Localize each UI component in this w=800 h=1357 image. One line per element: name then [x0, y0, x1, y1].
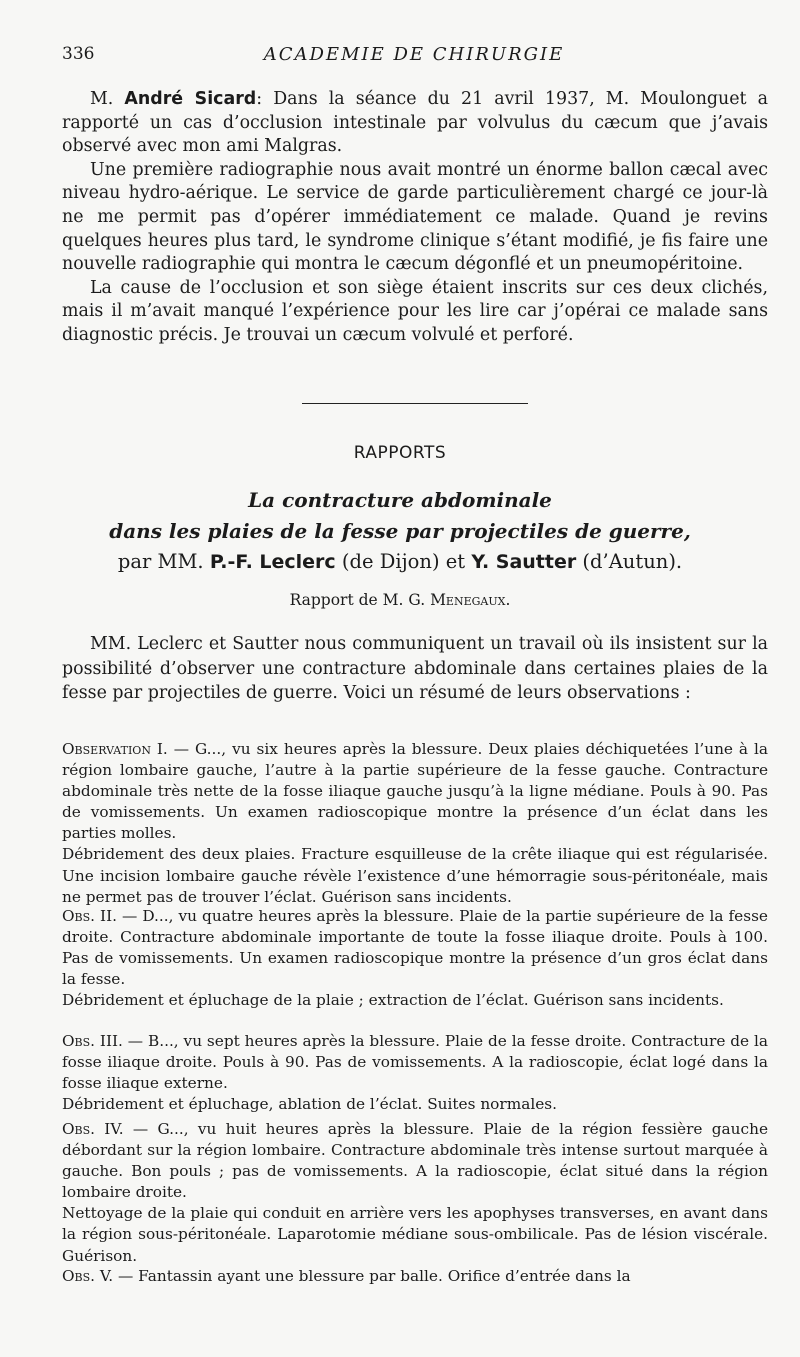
observation-body: — Fantassin ayant une blessure par balle. Orifice d’entrée dans la [113, 1267, 631, 1285]
speaker-prefix: M. [90, 89, 125, 109]
observation-5 [62, 1266, 768, 1287]
author-1: P.-F. Leclerc [209, 551, 336, 573]
observation-5-text [62, 1266, 768, 1287]
section-heading: RAPPORTS [353, 443, 447, 463]
article-title [0, 485, 800, 577]
observation-3-text [62, 1031, 768, 1094]
observation-1 [62, 739, 768, 908]
observation-followup: Débridement des deux plaies. Fracture esquilleuse de la crête iliaque qui est régularisée. Une incision lombaire gauche révèle l’existence d’une hémorragie sous-péritonéale, mais ne permet pas de trouver l’éclat. Guérison sans incidents. [62, 845, 768, 906]
observation-2-text [62, 906, 768, 990]
intro-block [62, 632, 768, 706]
observation-label: Obs. V. [62, 1267, 114, 1285]
rapport-prefix: Rapport de M. G. [289, 591, 431, 609]
sicard-paragraph-3-text: La cause de l’occlusion et son siège étaient inscrits sur ces deux clichés, mais il m’avait manqué l’expérience pour les lire car j’opérai ce malade sans diagnostic précis. Je trouvai un cæcum volvulé et perforé. [62, 277, 768, 345]
intro-paragraph [62, 632, 768, 706]
page-number: 336 [62, 44, 95, 64]
observation-label: Obs. III. [62, 1032, 123, 1050]
observation-body: — D..., vu quatre heures après la blessure. Plaie de la partie supérieure de la fesse droite. Contracture abdominale importante de toute la fosse iliaque droite. Pouls à 100. Pas de vomissements. Un examen radioscopique montre la présence d’un gros éclat dans la fesse. [62, 907, 768, 989]
sicard-paragraph-3 [62, 277, 768, 348]
running-head: ACADEMIE DE CHIRURGIE [263, 44, 565, 65]
sicard-paragraph-1-text: : Dans la séance du 21 avril 1937, M. Moulonguet a rapporté un cas d’occlusion intestinale par volvulus du cæcum que j’avais observé avec mon ami Malgras. [62, 89, 768, 157]
sicard-communication [62, 88, 768, 348]
intro-text: MM. Leclerc et Sautter nous communiquent un travail où ils insistent sur la possibilité d’observer une contracture abdominale dans certaines plaies de la fesse par projectiles de guerre. Voici un résumé de leurs observations : [62, 634, 768, 703]
sicard-paragraph-2-text: Une première radiographie nous avait montré un énorme ballon cæcal avec niveau hydro-aérique. Le service de garde particulièrement chargé ce jour-là ne me permit pas d’opérer immédiatement ce malade. Quand je revins quelques heures plus tard, le syndrome clinique s’étant modifié, je fis faire une nouvelle radiographie qui montra le cæcum dégonflé et un pneumopéritoine. [62, 159, 768, 275]
sicard-paragraph-2 [62, 159, 768, 277]
author-1-place: (de Dijon) et [335, 550, 472, 573]
observation-3 [62, 1031, 768, 1115]
author-2-place: (d’Autun). [576, 550, 683, 573]
sicard-paragraph-1 [62, 88, 768, 159]
byline [0, 547, 800, 577]
observation-2 [62, 906, 768, 1011]
rapporteur-name: Menegaux. [430, 591, 511, 609]
observation-followup: Débridement et épluchage, ablation de l’éclat. Suites normales. [62, 1095, 557, 1114]
observation-label: Observation I. [62, 740, 168, 758]
title-line-2: dans les plaies de la fesse par projectiles de guerre, [109, 519, 691, 543]
observation-1-followup [62, 844, 768, 907]
observation-4-text [62, 1119, 768, 1203]
speaker-name: André Sicard [124, 89, 257, 109]
observation-body: — G..., vu huit heures après la blessure. Plaie de la région fessière gauche débordant sur la région lombaire. Contracture abdominale très intense surtout marquée à gauche. Bon pouls ; pas de vomissements. A la radioscopie, éclat situé dans la région lombaire droite. [62, 1120, 768, 1202]
observation-followup: Débridement et épluchage de la plaie ; extraction de l’éclat. Guérison sans incidents. [62, 991, 724, 1010]
observation-2-followup [62, 990, 768, 1011]
observation-label: Obs. IV. [62, 1120, 124, 1138]
observation-3-followup [62, 1094, 768, 1115]
observation-label: Obs. II. [62, 907, 117, 925]
observation-4-followup [62, 1203, 768, 1266]
rapporteur-line [0, 591, 800, 609]
page-header [62, 44, 766, 68]
observation-body: — B..., vu sept heures après la blessure. Plaie de la fesse droite. Contracture de la fosse iliaque droite. Pouls à 90. Pas de vomissements. A la radioscopie, éclat logé dans la fosse iliaque externe. [62, 1032, 768, 1093]
byline-par: par MM. [117, 550, 210, 573]
author-2: Y. Sautter [471, 551, 577, 573]
observation-1-text [62, 739, 768, 844]
section-divider [302, 403, 528, 404]
title-line-1: La contracture abdominale [248, 488, 552, 512]
observation-body: — G..., vu six heures après la blessure. Deux plaies déchiquetées l’une à la région lombaire gauche, l’autre à la partie supérieure de la fesse gauche. Contracture abdominale très nette de la fosse iliaque gauche jusqu’à la ligne médiane. Pouls à 90. Pas de vomissements. Un examen radioscopique montre la présence d’un éclat dans les parties molles. [62, 740, 769, 843]
observation-followup: Nettoyage de la plaie qui conduit en arrière vers les apophyses transverses, en avant dans la région sous-péritonéale. Laparotomie médiane sous-ombilicale. Pas de lésion viscérale. Guérison. [62, 1204, 768, 1265]
observation-4 [62, 1119, 768, 1267]
